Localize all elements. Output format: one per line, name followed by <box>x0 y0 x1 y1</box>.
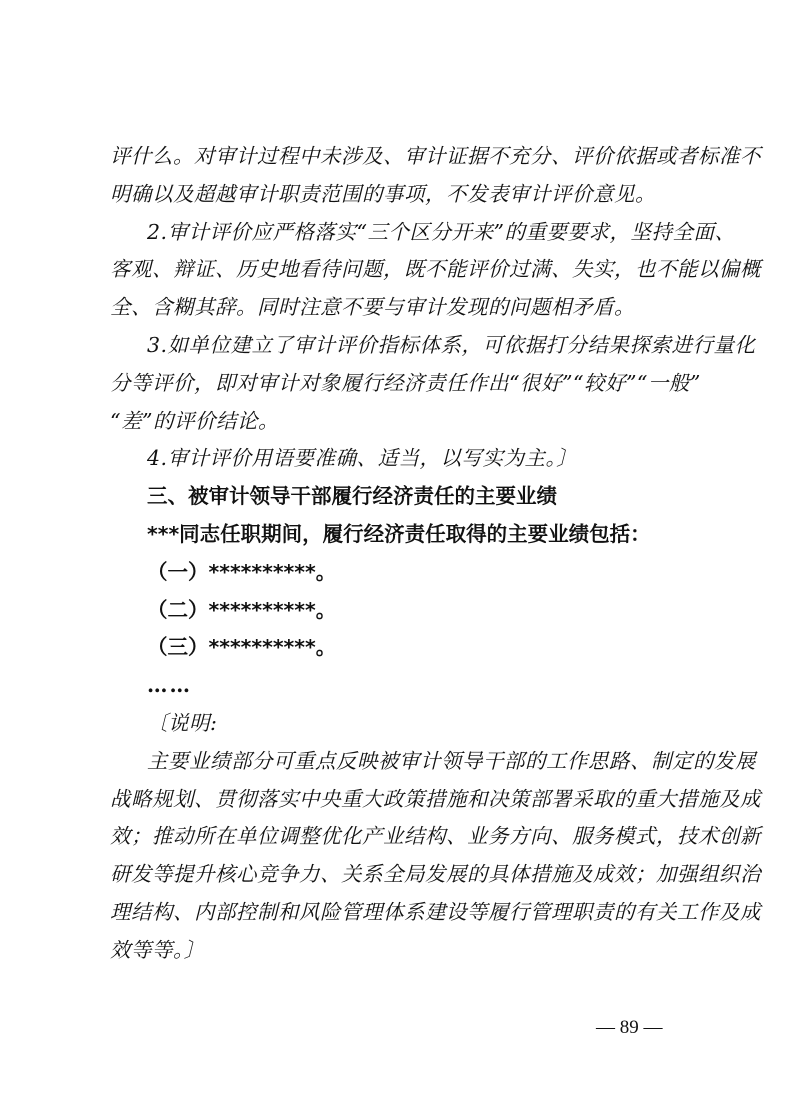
body-line: 3.如单位建立了审计评价指标体系，可依据打分结果探索进行量化 <box>147 332 756 357</box>
bold-line: ***同志任职期间，履行经济责任取得的主要业绩包括： <box>147 521 651 546</box>
list-item: （二）**********。 <box>147 597 337 622</box>
section-heading: 三、被审计领导干部履行经济责任的主要业绩 <box>147 484 557 509</box>
ellipsis: …… <box>147 673 192 698</box>
body-line: 评什么。对审计过程中未涉及、审计证据不充分、评价依据或者标准不 <box>110 144 761 168</box>
body-line: 理结构、内部控制和风险管理体系建设等履行管理职责的有关工作及成 <box>110 899 761 924</box>
body-line: 研发等提升核心竞争力、关系全局发展的具体措施及成效；加强组织治 <box>110 862 761 887</box>
body-line: 效等等。〕 <box>110 937 205 962</box>
body-line: “差”的评价结论。 <box>110 408 279 433</box>
page-number: — 89 — <box>596 1017 663 1038</box>
body-line: 效；推动所在单位调整优化产业结构、业务方向、服务模式，技术创新 <box>110 824 761 849</box>
body-line: 2.审计评价应严格落实“三个区分开来”的重要要求，坚持全面、 <box>147 219 736 244</box>
body-line: 4.审计评价用语要准确、适当，以写实为主。〕 <box>147 446 578 471</box>
body-line: 主要业绩部分可重点反映被审计领导干部的工作思路、制定的发展 <box>147 748 756 773</box>
list-item: （三）**********。 <box>147 635 337 660</box>
list-item: （一）**********。 <box>147 559 337 584</box>
body-line: 全、含糊其辞。同时注意不要与审计发现的问题相矛盾。 <box>110 295 635 320</box>
body-line: 明确以及超越审计职责范围的事项，不发表审计评价意见。 <box>110 181 656 206</box>
body-line: 分等评价，即对审计对象履行经济责任作出“很好”“较好”“一般” <box>110 370 701 395</box>
note-label: 〔说明: <box>147 710 218 735</box>
body-line: 战略规划、贯彻落实中央重大政策措施和决策部署采取的重大措施及成 <box>110 786 761 811</box>
body-line: 客观、辩证、历史地看待问题，既不能评价过满、失实，也不能以偏概 <box>110 257 761 282</box>
document-body <box>110 138 761 970</box>
